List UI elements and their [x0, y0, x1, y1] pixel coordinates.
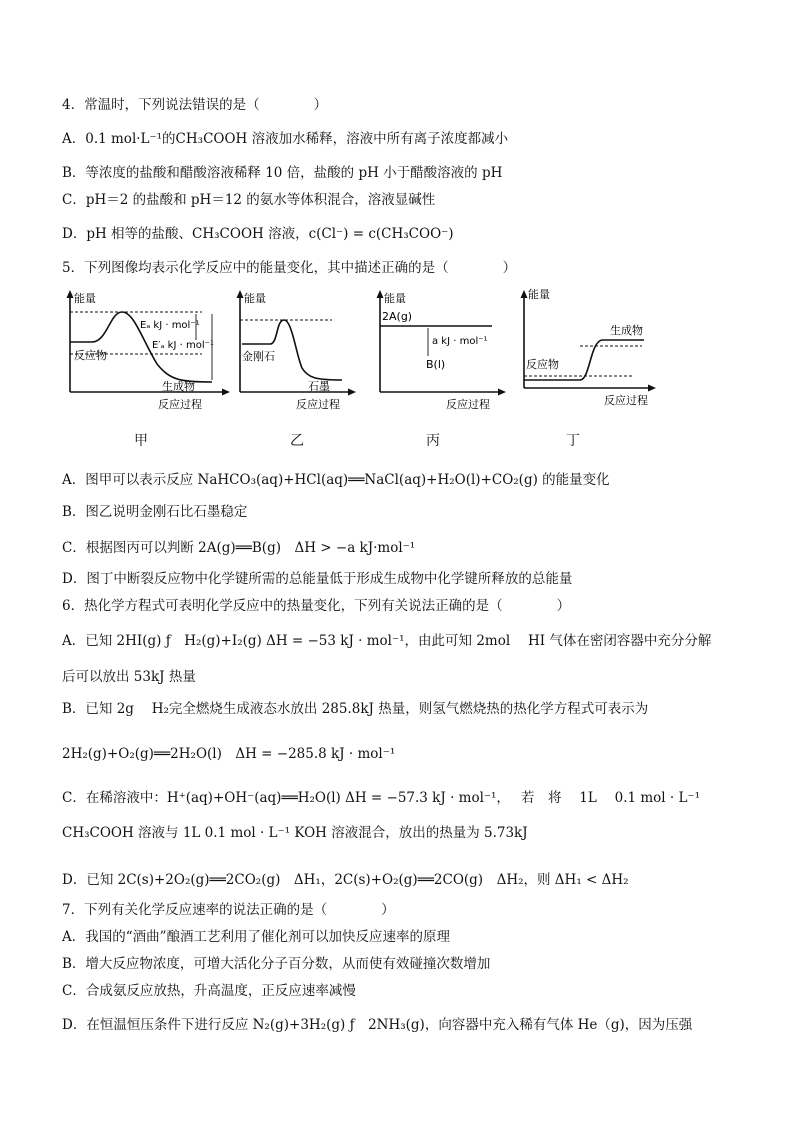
q5-stem: 5．下列图像均表示化学反应中的能量变化，其中描述正确的是（ ） — [62, 260, 517, 276]
caption-bing: 丙 — [426, 433, 440, 449]
q6-option-b-line2: 2H₂(g)+O₂(g)══2H₂O(l) ΔH = −285.8 kJ · mol⁻¹ — [62, 746, 396, 762]
q4-option-b: B．等浓度的盐酸和醋酸溶液稀释 10 倍，盐酸的 pH 小于醋酸溶液的 pH — [62, 165, 503, 181]
q5-option-c: C．根据图丙可以判断 2A(g)══B(g) ΔH > −a kJ·mol⁻¹ — [62, 540, 416, 556]
ding-xlabel: 反应过程 — [604, 394, 648, 407]
ding-product: 生成物 — [610, 324, 643, 337]
caption-jia: 甲 — [134, 433, 148, 449]
jia-ea1: Eₐ kJ · mol⁻¹ — [140, 320, 200, 331]
q6-option-c-line1: C．在稀溶液中：H⁺(aq)+OH⁻(aq)══H₂O(l) ΔH = −57.3 kJ · mol⁻¹， 若 将 1L 0.1 mol · L⁻¹ — [62, 790, 700, 806]
q6-option-d: D．已知 2C(s)+2O₂(g)══2CO₂(g) ΔH₁，2C(s)+O₂(g)══2CO(g) ΔH₂，则 ΔH₁ < ΔH₂ — [62, 872, 629, 888]
q4-option-c: C．pH＝2 的盐酸和 pH＝12 的氨水等体积混合，溶液显碱性 — [62, 192, 436, 208]
bing-bottom: B(l) — [426, 358, 446, 371]
jia-reactant: 反应物 — [74, 349, 107, 362]
q4-stem: 4．常温时，下列说法错误的是（ ） — [62, 97, 328, 113]
q7-option-d: D．在恒温恒压条件下进行反应 N₂(g)+3H₂(g) ƒ 2NH₃(g)，向容器中充入稀有气体 He（g)，因为压强 — [62, 1017, 693, 1033]
jia-ylabel: 能量 — [74, 292, 96, 305]
q6-option-a-line1: A．已知 2HI(g) ƒ H₂(g)+I₂(g) ΔH = −53 kJ · mol⁻¹，由此可知 2mol HI 气体在密闭容器中充分分解 — [62, 633, 712, 649]
jia-xlabel: 反应过程 — [158, 398, 202, 411]
q6-option-c-line2: CH₃COOH 溶液与 1L 0.1 mol · L⁻¹ KOH 溶液混合，放出的热量为 5.73kJ — [62, 825, 528, 841]
jia-ea2: E′ₐ kJ · mol⁻¹ — [152, 340, 214, 351]
bing-xlabel: 反应过程 — [446, 398, 490, 411]
q6-option-b-line1: B．已知 2g H₂完全燃烧生成液态水放出 285.8kJ 热量，则氢气燃烧热的热化学方程式可表示为 — [62, 701, 649, 717]
figure-jia — [62, 284, 234, 414]
q5-option-d: D．图丁中断裂反应物中化学键所需的总能量低于形成生成物中化学键所释放的总能量 — [62, 571, 573, 587]
q7-option-c: C．合成氨反应放热，升高温度，正反应速率减慢 — [62, 983, 356, 999]
caption-ding: 丁 — [566, 433, 580, 449]
jia-product: 生成物 — [162, 380, 195, 393]
figure-yi — [232, 284, 362, 414]
yi-diamond: 金刚石 — [242, 350, 275, 363]
q5-option-a: A．图甲可以表示反应 NaHCO₃(aq)+HCl(aq)══NaCl(aq)+H₂O(l)+CO₂(g) 的能量变化 — [62, 472, 610, 488]
yi-graphite: 石墨 — [308, 380, 330, 393]
q6-stem: 6．热化学方程式可表明化学反应中的热量变化，下列有关说法正确的是（ ） — [62, 598, 571, 614]
q6-option-a-line2: 后可以放出 53kJ 热量 — [62, 669, 196, 685]
bing-top: 2A(g) — [382, 310, 413, 323]
q4-option-d: D．pH 相等的盐酸、CH₃COOH 溶液，c(Cl⁻) = c(CH₃COO⁻) — [62, 226, 454, 242]
ding-reactant: 反应物 — [526, 358, 559, 371]
bing-mid: a kJ · mol⁻¹ — [432, 336, 488, 347]
q7-option-b: B．增大反应物浓度，可增大活化分子百分数，从而使有效碰撞次数增加 — [62, 956, 491, 972]
yi-xlabel: 反应过程 — [296, 398, 340, 411]
ding-ylabel: 能量 — [528, 288, 550, 301]
q4-option-a: A．0.1 mol·L⁻¹的CH₃COOH 溶液加水稀释，溶液中所有离子浓度都减小 — [62, 131, 509, 147]
caption-yi: 乙 — [290, 433, 304, 449]
figure-ding — [516, 284, 662, 414]
yi-ylabel: 能量 — [244, 292, 266, 305]
figure-bing — [372, 284, 512, 414]
q7-option-a: A．我国的“酒曲”酿酒工艺利用了催化剂可以加快反应速率的原理 — [62, 929, 451, 945]
q7-stem: 7．下列有关化学反应速率的说法正确的是（ ） — [62, 902, 395, 918]
q5-option-b: B．图乙说明金刚石比石墨稳定 — [62, 504, 248, 520]
bing-ylabel: 能量 — [384, 292, 406, 305]
